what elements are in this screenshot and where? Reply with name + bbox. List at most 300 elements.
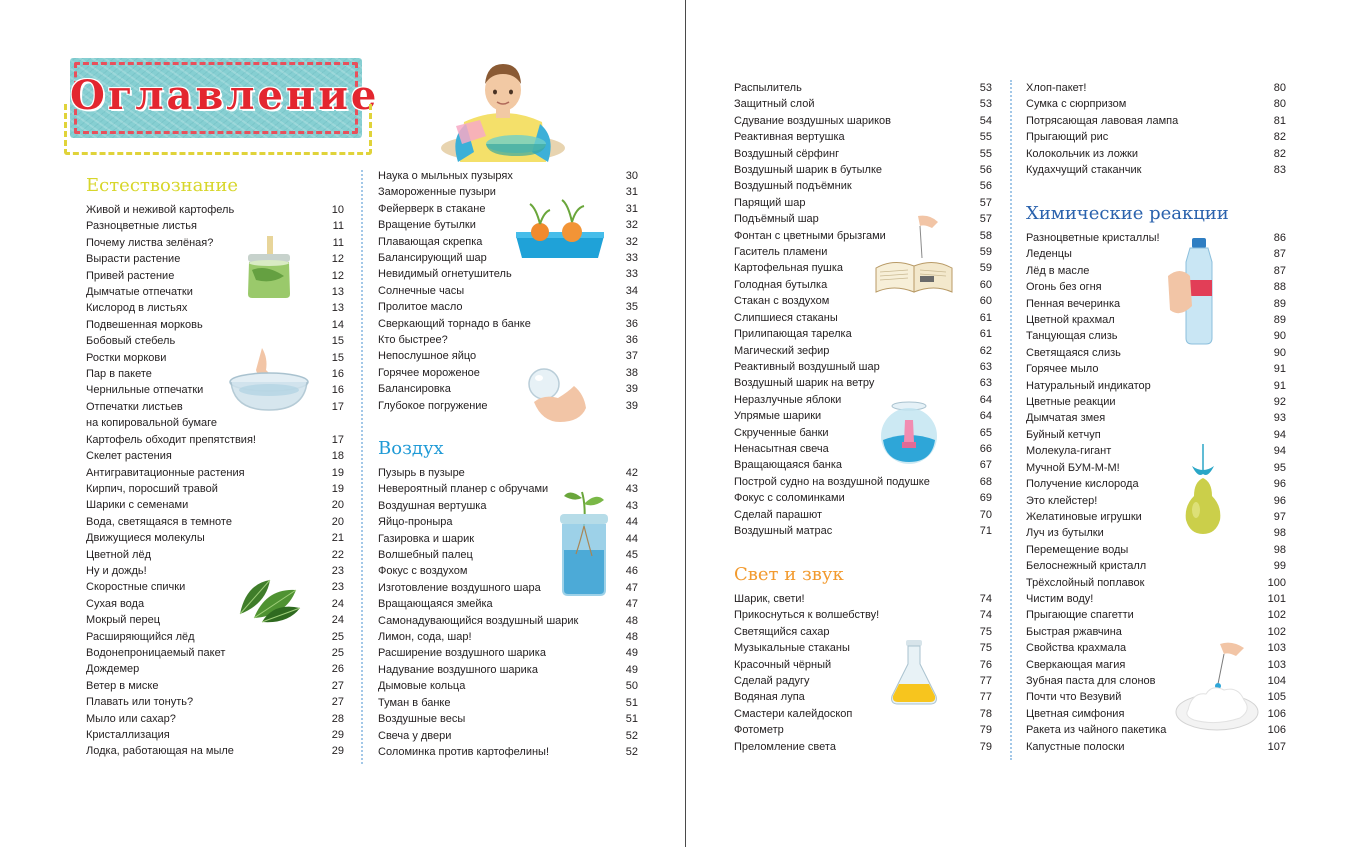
toc-column-light: [734, 563, 992, 755]
toc-entry[interactable]: [734, 523, 992, 539]
toc-entry-title: Бобовый стебель: [86, 335, 176, 348]
toc-entry[interactable]: [734, 310, 992, 326]
toc-entry-title: Музыкальные стаканы: [734, 642, 850, 655]
toc-entry-page: 24: [331, 614, 344, 627]
toc-entry[interactable]: [1026, 493, 1286, 509]
toc-entry-title: Мокрый перец: [86, 614, 161, 627]
toc-entry-title: Балансировка: [378, 383, 451, 396]
toc-column-nature: [86, 174, 344, 760]
toc-entry[interactable]: [378, 465, 638, 481]
toc-entry-page: 79: [979, 724, 992, 737]
toc-entry[interactable]: [734, 326, 992, 342]
toc-entry-page: 21: [331, 532, 344, 545]
toc-entry[interactable]: [734, 441, 992, 457]
toc-entry[interactable]: [378, 514, 638, 530]
toc-entry-page: 59: [979, 246, 992, 259]
toc-entry-page: 89: [1273, 297, 1286, 310]
toc-list-chemistry: [1026, 230, 1286, 755]
toc-entry[interactable]: [1026, 476, 1286, 492]
toc-entry[interactable]: [1026, 230, 1286, 246]
toc-entry-title: Дымчатые отпечатки: [86, 286, 193, 299]
toc-entry-title: Расширяющийся лёд: [86, 630, 195, 643]
toc-entry-page: 78: [979, 707, 992, 720]
toc-entry[interactable]: [1026, 673, 1286, 689]
toc-entry[interactable]: [734, 689, 992, 705]
toc-entry-page: 43: [625, 499, 638, 512]
toc-entry-page: 61: [979, 328, 992, 341]
toc-entry-title: Шарик, свети!: [734, 593, 805, 605]
toc-entry[interactable]: [86, 284, 344, 300]
toc-entry[interactable]: [86, 711, 344, 727]
toc-entry-title: Прыгающий рис: [1026, 131, 1109, 144]
toc-entry[interactable]: [734, 293, 992, 309]
toc-entry[interactable]: [734, 211, 992, 227]
toc-entry[interactable]: [86, 350, 344, 366]
toc-entry-page: 59: [979, 262, 992, 275]
toc-entry[interactable]: [378, 711, 638, 727]
toc-entry[interactable]: [734, 425, 992, 441]
toc-entry-page: 12: [331, 269, 344, 282]
toc-entry[interactable]: [1026, 129, 1286, 145]
toc-entry[interactable]: [734, 392, 992, 408]
toc-entry-title: Защитный слой: [734, 98, 815, 111]
toc-entry-page: 57: [979, 213, 992, 226]
toc-entry-page: 87: [1273, 264, 1286, 277]
toc-entry[interactable]: [378, 283, 638, 299]
toc-entry[interactable]: [86, 251, 344, 267]
toc-entry-page: 17: [331, 400, 344, 413]
toc-entry-page: 32: [625, 219, 638, 232]
toc-entry-page: 101: [1267, 592, 1286, 605]
toc-entry-title: Фонтан с цветными брызгами: [734, 229, 886, 242]
toc-entry[interactable]: [86, 694, 344, 710]
toc-entry-page: 103: [1267, 642, 1286, 655]
toc-entry[interactable]: [734, 375, 992, 391]
toc-entry[interactable]: [734, 195, 992, 211]
toc-entry-title: Танцующая слизь: [1026, 330, 1118, 343]
toc-entry-page: 67: [979, 459, 992, 472]
toc-entry-title: Сверкающая магия: [1026, 658, 1126, 671]
toc-entry-title: Балансирующий шар: [378, 252, 487, 265]
toc-entry-title: Упрямые шарики: [734, 410, 822, 423]
toc-entry[interactable]: [378, 381, 638, 397]
toc-entry-page: 63: [979, 377, 992, 390]
toc-entry[interactable]: [86, 481, 344, 497]
toc-entry-page: 51: [625, 713, 638, 726]
toc-entry[interactable]: [86, 268, 344, 284]
toc-entry[interactable]: [86, 465, 344, 481]
toc-entry-title: Наука о мыльных пузырях: [378, 170, 513, 182]
toc-entry[interactable]: [1026, 328, 1286, 344]
toc-entry-page: 100: [1267, 576, 1286, 589]
toc-entry[interactable]: [1026, 739, 1286, 755]
toc-entry-title: Картофельная пушка: [734, 262, 844, 275]
toc-entry-title: Белоснежный кристалл: [1026, 560, 1147, 573]
toc-entry[interactable]: [1026, 706, 1286, 722]
toc-entry[interactable]: [378, 348, 638, 364]
toc-entry[interactable]: [1026, 427, 1286, 443]
toc-entry-page: 47: [625, 598, 638, 611]
toc-entry[interactable]: [1026, 542, 1286, 558]
toc-entry[interactable]: [1026, 361, 1286, 377]
toc-entry[interactable]: [378, 234, 638, 250]
toc-entry-page: 93: [1273, 412, 1286, 425]
page-title: Оглавление: [70, 72, 380, 119]
toc-entry[interactable]: [1026, 657, 1286, 673]
toc-entry[interactable]: [1026, 296, 1286, 312]
toc-entry[interactable]: [86, 612, 344, 628]
toc-entry[interactable]: [1026, 162, 1286, 178]
toc-entry[interactable]: [734, 244, 992, 260]
toc-entry[interactable]: [734, 657, 992, 673]
toc-entry-page: 88: [1273, 281, 1286, 294]
toc-entry-page: 35: [625, 301, 638, 314]
toc-entry[interactable]: [734, 343, 992, 359]
toc-entry-title: Газировка и шарик: [378, 532, 475, 545]
toc-entry[interactable]: [86, 432, 344, 448]
toc-entry-page: 52: [625, 729, 638, 742]
toc-entry[interactable]: [734, 640, 992, 656]
toc-entry[interactable]: [734, 722, 992, 738]
toc-entry[interactable]: [378, 481, 638, 497]
toc-entry-page: 26: [331, 663, 344, 676]
toc-entry[interactable]: [86, 596, 344, 612]
toc-entry[interactable]: [1026, 312, 1286, 328]
toc-entry[interactable]: [1026, 443, 1286, 459]
toc-entry-page: 53: [979, 98, 992, 111]
toc-entry[interactable]: [734, 162, 992, 178]
right-page: [686, 0, 1371, 847]
toc-entry[interactable]: [734, 260, 992, 276]
toc-entry-title: Водяная лупа: [734, 691, 805, 704]
column-divider: [361, 170, 363, 764]
toc-entry[interactable]: [734, 80, 992, 96]
boy-experiment-illustration: [440, 52, 566, 164]
toc-entry-page: 64: [979, 410, 992, 423]
toc-entry-page: 58: [979, 229, 992, 242]
toc-entry[interactable]: [86, 514, 344, 530]
toc-entry[interactable]: [1026, 113, 1286, 129]
section-heading-chemistry: Химические реакции: [1026, 203, 1229, 224]
toc-entry[interactable]: [86, 530, 344, 546]
toc-entry[interactable]: [86, 448, 344, 464]
toc-entry[interactable]: [1026, 96, 1286, 112]
toc-entry-title: Ненасытная свеча: [734, 442, 829, 455]
toc-entry-page: 92: [1273, 396, 1286, 409]
toc-entry[interactable]: [378, 299, 638, 315]
toc-entry[interactable]: [86, 399, 344, 432]
toc-entry[interactable]: [734, 607, 992, 623]
toc-entry-page: 106: [1267, 707, 1286, 720]
toc-entry-title: Перемещение воды: [1026, 543, 1129, 556]
toc-entry[interactable]: [378, 184, 638, 200]
toc-entry[interactable]: [1026, 146, 1286, 162]
toc-entry[interactable]: [1026, 460, 1286, 476]
toc-entry-page: 102: [1267, 609, 1286, 622]
toc-entry[interactable]: [734, 624, 992, 640]
section-heading-air: Воздух: [378, 438, 444, 459]
toc-entry-page: 25: [331, 630, 344, 643]
toc-entry[interactable]: [1026, 378, 1286, 394]
toc-entry-page: 51: [625, 696, 638, 709]
toc-entry-title: Солнечные часы: [378, 284, 465, 297]
toc-entry[interactable]: [378, 217, 638, 233]
toc-entry-page: 39: [625, 383, 638, 396]
toc-entry[interactable]: [734, 359, 992, 375]
toc-entry[interactable]: [1026, 80, 1286, 96]
toc-entry[interactable]: [378, 678, 638, 694]
toc-entry-title: Фотометр: [734, 724, 784, 737]
toc-entry[interactable]: [378, 728, 638, 744]
toc-entry-page: 39: [625, 399, 638, 412]
toc-entry[interactable]: [86, 317, 344, 333]
toc-entry-title: Туман в банке: [378, 696, 451, 709]
toc-entry-title: Пролитое масло: [378, 301, 463, 314]
toc-entry-title: Прыгающие спагетти: [1026, 609, 1134, 622]
toc-entry[interactable]: [378, 498, 638, 514]
toc-entry[interactable]: [86, 382, 344, 398]
toc-entry-title: Потрясающая лавовая лампа: [1026, 114, 1179, 127]
toc-entry[interactable]: [86, 497, 344, 513]
toc-entry-page: 27: [331, 696, 344, 709]
toc-entry-page: 53: [979, 82, 992, 94]
toc-entry[interactable]: [734, 129, 992, 145]
toc-entry[interactable]: [86, 678, 344, 694]
toc-entry-page: 14: [331, 318, 344, 331]
toc-entry[interactable]: [734, 673, 992, 689]
toc-entry-page: 97: [1273, 510, 1286, 523]
toc-entry-title: Лёд в масле: [1026, 264, 1090, 277]
toc-entry[interactable]: [378, 332, 638, 348]
toc-entry-page: 27: [331, 679, 344, 692]
toc-entry-page: 102: [1267, 625, 1286, 638]
toc-entry[interactable]: [1026, 279, 1286, 295]
toc-entry[interactable]: [86, 366, 344, 382]
toc-entry[interactable]: [86, 235, 344, 251]
toc-list-air-cont: [734, 80, 992, 539]
toc-entry[interactable]: [734, 706, 992, 722]
toc-entry-title: Свойства крахмала: [1026, 642, 1127, 655]
toc-entry[interactable]: [86, 727, 344, 743]
toc-entry[interactable]: [734, 490, 992, 506]
toc-entry-page: 75: [979, 642, 992, 655]
toc-entry[interactable]: [378, 744, 638, 760]
toc-entry[interactable]: [1026, 575, 1286, 591]
toc-entry-title: Преломление света: [734, 740, 836, 753]
toc-entry-title: Волшебный палец: [378, 549, 473, 562]
toc-entry[interactable]: [378, 662, 638, 678]
toc-entry-page: 60: [979, 278, 992, 291]
toc-entry-page: 79: [979, 740, 992, 753]
toc-entry[interactable]: [734, 277, 992, 293]
toc-entry-title: Дымчатая змея: [1026, 412, 1106, 425]
toc-entry-page: 13: [331, 302, 344, 315]
toc-entry-page: 91: [1273, 363, 1286, 376]
toc-entry[interactable]: [734, 408, 992, 424]
toc-entry[interactable]: [378, 316, 638, 332]
toc-entry-title: Мучной БУМ-М-М!: [1026, 461, 1120, 474]
toc-entry-page: 99: [1273, 560, 1286, 573]
toc-entry[interactable]: [734, 113, 992, 129]
toc-entry-title: Прилипающая тарелка: [734, 328, 852, 341]
toc-entry[interactable]: [1026, 525, 1286, 541]
toc-entry[interactable]: [734, 474, 992, 490]
toc-entry[interactable]: [734, 591, 992, 607]
toc-entry[interactable]: [86, 202, 344, 218]
toc-entry[interactable]: [734, 146, 992, 162]
toc-entry-page: 56: [979, 164, 992, 177]
toc-entry-page: 77: [979, 691, 992, 704]
toc-entry-page: 12: [331, 253, 344, 266]
toc-entry-page: 28: [331, 712, 344, 725]
toc-entry-page: 25: [331, 646, 344, 659]
toc-entry-title: Разноцветные кристаллы!: [1026, 232, 1160, 244]
toc-entry-title: Вращающаяся змейка: [378, 598, 493, 611]
toc-entry-title: Светящаяся слизь: [1026, 346, 1121, 359]
toc-entry-title: Сделай парашют: [734, 508, 823, 521]
toc-entry[interactable]: [734, 96, 992, 112]
toc-entry-page: 71: [979, 524, 992, 537]
toc-entry-title: Трёхслойный поплавок: [1026, 576, 1145, 589]
toc-entry-title: Соломинка против картофелины!: [378, 745, 550, 758]
toc-entry-title: Парящий шар: [734, 196, 806, 209]
toc-entry[interactable]: [1026, 509, 1286, 525]
toc-entry-page: 69: [979, 492, 992, 505]
toc-entry-title: Буйный кетчуп: [1026, 428, 1101, 441]
toc-entry-page: 55: [979, 131, 992, 144]
toc-entry-title: Пар в пакете: [86, 368, 152, 381]
toc-entry-title: Свеча у двери: [378, 729, 452, 742]
toc-entry-page: 104: [1267, 674, 1286, 687]
toc-entry[interactable]: [1026, 624, 1286, 640]
toc-entry[interactable]: [378, 547, 638, 563]
toc-entry[interactable]: [1026, 263, 1286, 279]
toc-entry[interactable]: [1026, 607, 1286, 623]
toc-entry[interactable]: [734, 739, 992, 755]
toc-entry-page: 19: [331, 482, 344, 495]
toc-entry[interactable]: [734, 178, 992, 194]
toc-entry[interactable]: [86, 300, 344, 316]
toc-entry-title: Кислород в листьях: [86, 302, 188, 315]
toc-entry-title: Шарики с семенами: [86, 499, 189, 512]
toc-entry[interactable]: [378, 398, 638, 414]
toc-entry-page: 80: [1273, 98, 1286, 111]
toc-entry-title: Живой и неживой картофель: [86, 204, 235, 216]
toc-entry-title: Дождемер: [86, 663, 140, 676]
toc-entry-page: 16: [331, 384, 344, 397]
toc-entry-page: 107: [1267, 740, 1286, 753]
toc-entry-title: Вырасти растение: [86, 253, 181, 266]
toc-entry-title: Колокольчик из ложки: [1026, 147, 1139, 160]
toc-entry-title: Пенная вечеринка: [1026, 297, 1121, 310]
toc-entry-page: 61: [979, 311, 992, 324]
toc-entry[interactable]: [86, 547, 344, 563]
toc-entry-title: Воздушный подъёмник: [734, 180, 852, 193]
toc-entry[interactable]: [1026, 558, 1286, 574]
toc-entry[interactable]: [1026, 591, 1286, 607]
toc-entry-page: 64: [979, 393, 992, 406]
toc-entry-page: 47: [625, 581, 638, 594]
toc-entry[interactable]: [1026, 640, 1286, 656]
toc-entry-title: Разноцветные листья: [86, 220, 197, 233]
toc-entry[interactable]: [86, 579, 344, 595]
toc-entry-title: Реактивный воздушный шар: [734, 360, 880, 373]
toc-entry-title: Воздушные весы: [378, 713, 466, 726]
toc-entry-page: 49: [625, 647, 638, 660]
toc-entry-title: Сдувание воздушных шариков: [734, 114, 891, 127]
toc-entry-title: Получение кислорода: [1026, 478, 1139, 491]
toc-entry-page: 50: [625, 680, 638, 693]
toc-entry-title: Распылитель: [734, 82, 802, 94]
toc-entry[interactable]: [86, 563, 344, 579]
toc-entry[interactable]: [86, 645, 344, 661]
toc-entry[interactable]: [378, 266, 638, 282]
toc-entry[interactable]: [1026, 246, 1286, 262]
toc-entry-page: 45: [625, 549, 638, 562]
toc-entry-title: Движущиеся молекулы: [86, 532, 205, 545]
toc-entry[interactable]: [378, 580, 638, 596]
toc-entry[interactable]: [734, 457, 992, 473]
toc-entry-page: 33: [625, 268, 638, 281]
toc-entry[interactable]: [734, 507, 992, 523]
toc-entry[interactable]: [378, 695, 638, 711]
toc-entry-title: Кирпич, поросший травой: [86, 482, 218, 495]
toc-entry[interactable]: [1026, 689, 1286, 705]
toc-entry-title: Магический зефир: [734, 344, 830, 357]
toc-entry-page: 15: [331, 335, 344, 348]
toc-entry-title: Почему листва зелёная?: [86, 236, 214, 249]
toc-entry-title: Невероятный планер с обручами: [378, 483, 549, 496]
toc-entry[interactable]: [378, 613, 638, 629]
toc-entry-title: Прикоснуться к волшебству!: [734, 609, 880, 622]
toc-entry[interactable]: [734, 228, 992, 244]
toc-entry[interactable]: [378, 201, 638, 217]
toc-entry[interactable]: [1026, 410, 1286, 426]
toc-entry[interactable]: [86, 218, 344, 234]
toc-entry[interactable]: [378, 596, 638, 612]
toc-entry-title: Подвешенная морковь: [86, 318, 203, 331]
toc-entry-title: Водонепроницаемый пакет: [86, 646, 226, 659]
toc-entry-title: Фокус с воздухом: [378, 565, 468, 578]
toc-entry-page: 81: [1273, 114, 1286, 127]
toc-entry[interactable]: [86, 661, 344, 677]
toc-entry-page: 82: [1273, 131, 1286, 144]
toc-entry[interactable]: [378, 645, 638, 661]
toc-entry[interactable]: [378, 168, 638, 184]
toc-entry[interactable]: [1026, 345, 1286, 361]
toc-entry[interactable]: [378, 629, 638, 645]
toc-entry[interactable]: [378, 563, 638, 579]
toc-entry-page: 55: [979, 147, 992, 160]
toc-entry-title: Воздушный матрас: [734, 524, 833, 537]
toc-column-chemistry: [1026, 202, 1286, 755]
toc-entry[interactable]: [1026, 394, 1286, 410]
toc-entry-page: 20: [331, 499, 344, 512]
toc-entry-title: Ростки моркови: [86, 351, 167, 364]
toc-entry[interactable]: [378, 531, 638, 547]
toc-entry[interactable]: [86, 743, 344, 759]
toc-entry-page: 19: [331, 466, 344, 479]
toc-entry-title: Горячее мыло: [1026, 363, 1099, 376]
toc-entry-page: 75: [979, 625, 992, 638]
toc-entry[interactable]: [378, 250, 638, 266]
toc-entry-title: Подъёмный шар: [734, 213, 819, 226]
toc-entry[interactable]: [378, 365, 638, 381]
toc-entry[interactable]: [86, 629, 344, 645]
toc-entry[interactable]: [86, 333, 344, 349]
toc-entry[interactable]: [1026, 722, 1286, 738]
toc-entry-page: 70: [979, 508, 992, 521]
